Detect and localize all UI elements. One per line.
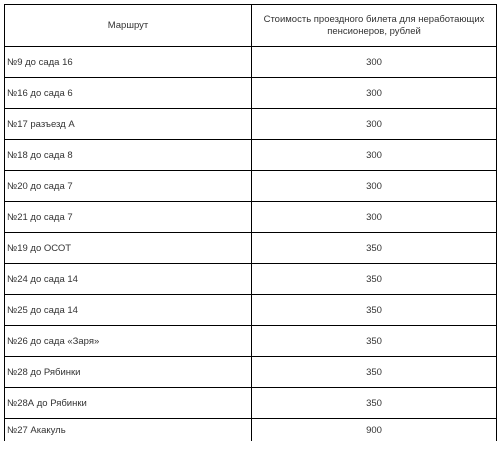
table-row (5, 109, 497, 140)
route-cell: №16 до сада 6 (5, 78, 252, 109)
header-price: Стоимость проездного билета для неработающих пенсионеров, рублей (252, 5, 497, 47)
fare-table (4, 4, 497, 441)
route-cell: №9 до сада 16 (5, 47, 252, 78)
route-cell: №20 до сада 7 (5, 171, 252, 202)
table-row (5, 78, 497, 109)
route-cell: №17 разъезд А (5, 109, 252, 140)
price-cell: 350 (252, 326, 497, 357)
table-row (5, 357, 497, 388)
price-cell: 300 (252, 140, 497, 171)
table-body (5, 47, 497, 442)
table-row (5, 295, 497, 326)
route-cell: №18 до сада 8 (5, 140, 252, 171)
table-header-row (5, 5, 497, 47)
route-cell: №28 до Рябинки (5, 357, 252, 388)
route-cell: №27 Акакуль (5, 419, 252, 442)
price-cell: 350 (252, 233, 497, 264)
price-cell: 300 (252, 47, 497, 78)
price-cell: 300 (252, 202, 497, 233)
table-row (5, 233, 497, 264)
route-cell: №19 до ОСОТ (5, 233, 252, 264)
price-cell: 350 (252, 388, 497, 419)
price-cell: 300 (252, 171, 497, 202)
table-row (5, 388, 497, 419)
price-cell: 300 (252, 78, 497, 109)
price-cell: 900 (252, 419, 497, 442)
route-cell: №21 до сада 7 (5, 202, 252, 233)
route-cell: №24 до сада 14 (5, 264, 252, 295)
route-cell: №26 до сада «Заря» (5, 326, 252, 357)
table-row (5, 326, 497, 357)
table-row (5, 419, 497, 442)
route-cell: №25 до сада 14 (5, 295, 252, 326)
price-cell: 350 (252, 295, 497, 326)
table-row (5, 140, 497, 171)
price-cell: 350 (252, 264, 497, 295)
header-route: Маршрут (5, 5, 252, 47)
table-row (5, 202, 497, 233)
table-row (5, 171, 497, 202)
price-cell: 300 (252, 109, 497, 140)
route-cell: №28А до Рябинки (5, 388, 252, 419)
price-cell: 350 (252, 357, 497, 388)
table-row (5, 47, 497, 78)
table-row (5, 264, 497, 295)
